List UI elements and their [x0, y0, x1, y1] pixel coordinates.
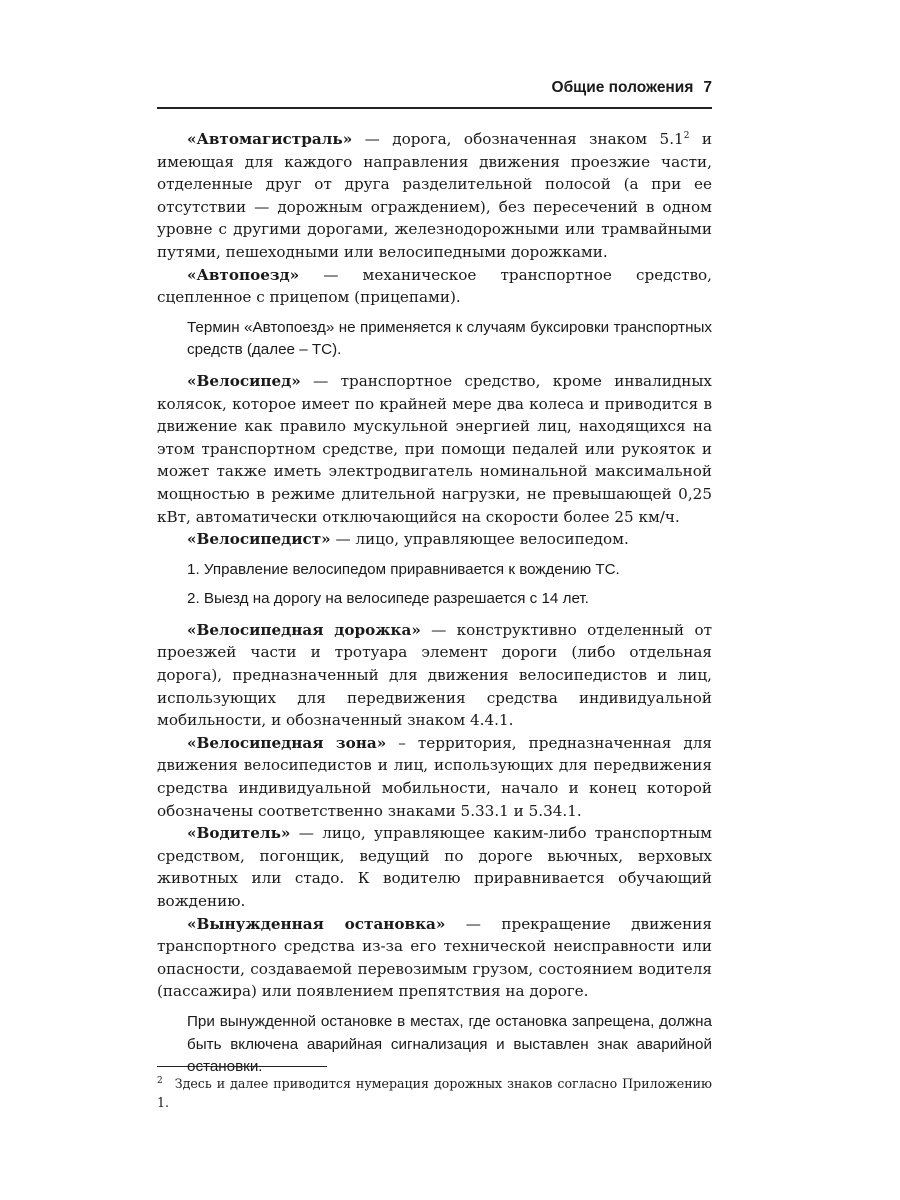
definition-text: — лицо, управляющее каким-либо транспортным средством, погонщик, ведущий по дороге вьючных, верховых животных или стадо. К водителю приравнивается обучающий вождению. — [157, 824, 712, 910]
note-avtopoezd: Термин «Автопоезд» не применяется к случаям буксировки транспортных средств (далее – ТС). — [187, 318, 712, 359]
definition-text: — лицо, управляющее велосипедом. — [330, 530, 629, 549]
term: «Велосипедная дорожка» — [187, 620, 421, 639]
definition-text-continued: и имеющая для каждого направления движения проезжие части, отделенные друг от друга разделительной полосой (а при ее отсутствии — дорожным ограждением), без пересечений в одном уровне с другими дорогами, железнодорожными или трамвайными путями, пешеходными или велосипедными дорожками. — [157, 130, 713, 261]
definition-velodorozhka — [157, 619, 712, 732]
definition-voditel — [157, 822, 712, 912]
term: «Водитель» — [187, 824, 291, 843]
definition-text: — конструктивно отделенный от проезжей части и тротуара элемент дороги (либо отдельная дорога), предназначенный для движения велосипедистов и лиц, использующих для передвижения средства индивидуальной мобильности, и обозначенный знаком 4.4.1. — [157, 620, 712, 730]
footnote-divider — [157, 1066, 327, 1067]
definition-text: — прекращение движения транспортного средства из-за его технической неисправности или опасности, создаваемой перевозимым грузом, состоянием водителя (пассажира) или появлением препятствия на дороге. — [157, 914, 712, 1001]
footnote — [157, 1074, 712, 1112]
note-velosipedist-1: 1. Управление велосипедом приравнивается к вождению ТС. — [187, 560, 620, 578]
term: «Вынужденная остановка» — [187, 914, 446, 933]
definition-text: — транспортное средство, кроме инвалидных колясок, которое имеет по крайней мере два колеса и приводится в движение как правило мускульной энергией лиц, находящихся на этом транспортном средстве, при помощи педалей или рукояток и может также иметь электродвигатель номинальной максимальной мощностью в режиме длительной нагрузки, не превышающей 0,25 кВт, автоматически отключающийся на скорости более 25 км/ч. — [157, 371, 712, 526]
definition-text: — дорога, обозначенная знаком 5.1 — [352, 130, 684, 148]
running-header — [157, 78, 712, 98]
definition-text: — механическое транспортное средство, сцепленное с прицепом (прицепами). — [157, 265, 712, 307]
definition-velosipedist — [157, 528, 712, 551]
definition-vynuzhdennaya-ostanovka — [157, 913, 712, 1003]
term: «Автомагистраль» — [187, 130, 353, 148]
definition-velosiped — [157, 370, 712, 528]
term: «Автопоезд» — [187, 265, 300, 284]
term: «Велосипедист» — [187, 530, 331, 549]
definition-avtomagistral — [157, 128, 712, 264]
page-number: 7 — [703, 79, 712, 96]
note-velosipedist-2: 2. Выезд на дорогу на велосипеде разрешается с 14 лет. — [187, 590, 589, 608]
footnote-text: Здесь и далее приводится нумерация дорожных знаков согласно Приложению 1. — [157, 1076, 712, 1110]
footnote-reference[interactable]: 2 — [683, 130, 690, 141]
term: «Велосипедная зона» — [187, 733, 387, 752]
page-body — [157, 128, 712, 1079]
footnote-mark: 2 — [157, 1075, 163, 1086]
definition-avtopoezd — [157, 264, 712, 309]
note-vynuzhdennaya-ostanovka: При вынужденной остановке в местах, где остановка запрещена, должна быть включена аварийная сигнализация и выставлен знак аварийной остановки. — [187, 1012, 712, 1076]
definition-velozona — [157, 732, 712, 822]
section-title: Общие положения — [551, 79, 694, 96]
term: «Велосипед» — [187, 371, 301, 390]
header-divider — [157, 107, 712, 109]
definition-text: – территория, предназначенная для движения велосипедистов и лиц, использующих для передвижения средства индивидуальной мобильности, начало и конец которой обозначены соответственно знаками 5.33.1 и 5.34.1. — [157, 733, 712, 820]
